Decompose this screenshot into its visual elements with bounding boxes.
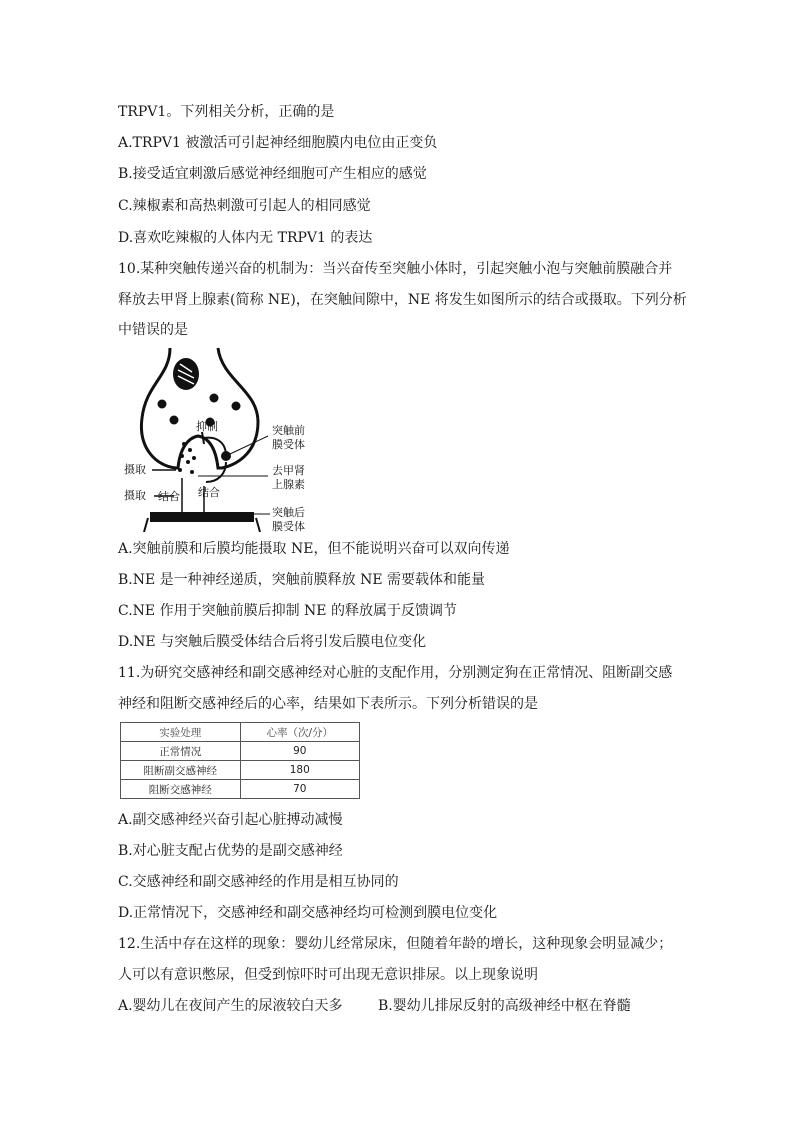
q9-option-d: D.喜欢吃辣椒的人体内无 TRPV1 的表达 [118,230,373,246]
table-cell: 正常情况 [121,742,241,761]
ne-molecule [186,460,190,464]
vesicle [170,416,179,425]
q11-option-b: B.对心脏支配占优势的是副交感神经 [118,843,343,859]
heart-rate-table [120,722,360,799]
q11-option-a: A.副交感神经兴奋引起心脏搏动减慢 [118,812,343,828]
q10-option-a: A.突触前膜和后膜均能摄取 NE，但不能说明兴奋可以双向传递 [118,541,510,557]
table-cell: 180 [240,761,360,780]
table-row [121,780,360,799]
q10-option-c: C.NE 作用于突触前膜后抑制 NE 的释放属于反馈调节 [118,603,457,619]
ne-molecule [182,442,186,446]
label-post-receptor-1: 突触后 [272,506,305,519]
label-bind-1: 结合 [158,490,180,503]
label-ne-2: 上腺素 [272,478,305,491]
label-uptake-1: 摄取 [124,463,146,476]
label-bind-2: 结合 [198,486,220,499]
table-row [121,761,360,780]
q10-stem-line-3: 中错误的是 [118,322,188,338]
presynaptic-membrane [141,348,258,468]
vesicle [210,394,219,403]
label-pre-receptor-2: 膜受体 [272,438,305,451]
label-uptake-2: 摄取 [124,489,146,502]
table-cell: 阻断交感神经 [121,780,241,799]
table-header-row [121,723,360,742]
table-cell: 70 [240,780,360,799]
q12-option-b: B.婴幼儿排尿反射的高级神经中枢在脊髓 [378,998,631,1014]
q9-option-a: A.TRPV1 被激活可引起神经细胞膜内电位由正变负 [118,135,438,151]
label-post-receptor-2: 膜受体 [272,520,305,532]
q11-option-d: D.正常情况下，交感神经和副交感神经均可检测到膜电位变化 [118,905,498,921]
ne-molecule [192,456,196,460]
ne-molecule [180,454,184,458]
table-cell: 阻断副交感神经 [121,761,241,780]
q9-option-b: B.接受适宜刺激后感觉神经细胞可产生相应的感觉 [118,166,427,182]
q11-option-c: C.交感神经和副交感神经的作用是相互协同的 [118,874,399,890]
label-pre-receptor-1: 突触前 [272,424,305,437]
q10-stem-line-1: 10.某种突触传递兴奋的机制为：当兴奋传至突触小体时，引起突触小泡与突触前膜融合并 [118,261,673,277]
q9-stem-end: TRPV1。下列相关分析，正确的是 [118,104,335,120]
synapse-diagram [118,346,318,532]
q12-stem-line-1: 12.生活中存在这样的现象：婴幼儿经常尿床，但随着年龄的增长，这种现象会明显减少； [118,936,673,952]
q9-option-c: C.辣椒素和高热刺激可引起人的相同感觉 [118,198,371,214]
q10-option-d: D.NE 与突触后膜受体结合后将引发后膜电位变化 [118,634,427,650]
q12-option-a: A.婴幼儿在夜间产生的尿液较白天多 [118,998,343,1014]
postsynaptic-membrane [150,512,254,522]
table-cell: 90 [240,742,360,761]
q12-stem-line-2: 人可以有意识憋尿，但受到惊吓时可出现无意识排尿。以上现象说明 [118,967,538,983]
q10-option-b: B.NE 是一种神经递质，突触前膜释放 NE 需要载体和能量 [118,572,486,588]
q11-stem-line-2: 神经和阻断交感神经后的心率，结果如下表所示。下列分析错误的是 [118,696,538,712]
label-inhibit: 抑制 [196,420,218,433]
table-header-cell: 心率（次/分） [240,723,360,742]
table-header-cell: 实验处理 [121,723,241,742]
ne-molecule [178,468,182,472]
table-row [121,742,360,761]
vesicle [158,400,167,409]
q11-stem-line-1: 11.为研究交感神经和副交感神经对心脏的支配作用，分别测定狗在正常情况、阻断副交感 [118,665,673,681]
vesicle [232,402,241,411]
inhibit-bar [202,432,204,444]
synapse-figure [118,346,318,532]
q10-stem-line-2: 释放去甲肾上腺素(简称 NE)，在突触间隙中，NE 将发生如图所示的结合或摄取。下列分析 [118,292,687,308]
label-ne-1: 去甲肾 [272,464,305,477]
ne-molecule [188,448,192,452]
ne-molecule [190,470,194,474]
bind-arrow-pre [206,462,226,482]
